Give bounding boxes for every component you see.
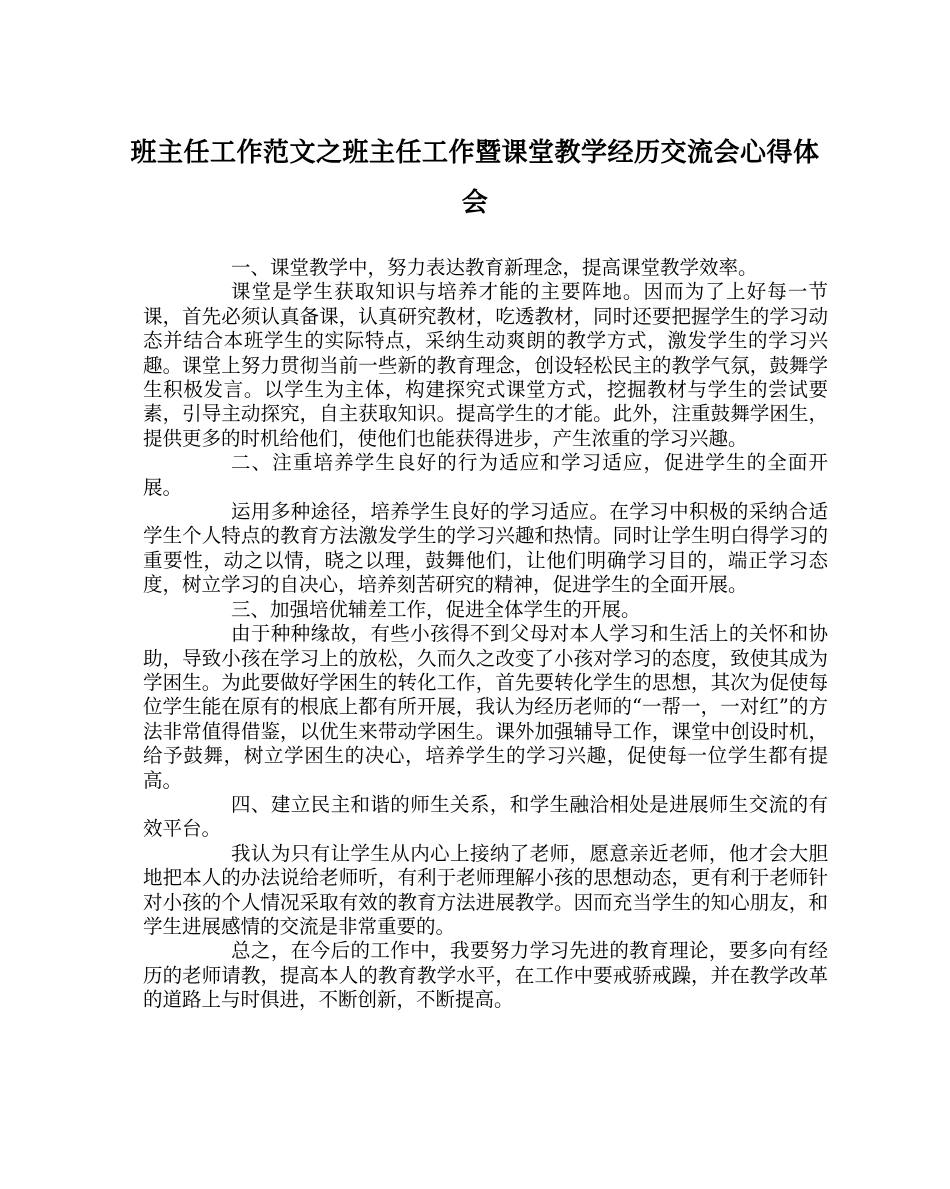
- paragraph-1: 课堂是学生获取知识与培养才能的主要阵地。因而为了上好每一节课，首先必须认真备课，认真研究教材，吃透教材，同时还要把握学生的学习动态并结合本班学生的实际特点，采纳生动爽朗的教学方式，激发学生的学习兴趣。课堂上努力贯彻当前一些新的教育理念，创设轻松民主的教学气氛，鼓舞学生积极发言。以学生为主体，构建探究式课堂方式，挖掘教材与学生的尝试要素，引导主动探究，自主获取知识。提高学生的才能。此外，注重鼓舞学困生，提供更多的时机给他们，使他们也能获得进步，产生浓重的学习兴趣。: [143, 280, 828, 450]
- section-heading-2: 二、注重培养学生良好的行为适应和学习适应，促进学生的全面开展。: [143, 451, 828, 499]
- section-heading-4: 四、建立民主和谐的师生关系，和学生融洽相处是进展师生交流的有效平台。: [143, 792, 828, 841]
- paragraph-2: 运用多种途径，培养学生良好的学习适应。在学习中积极的采纳合适学生个人特点的教育方法激发学生的学习兴趣和热情。同时让学生明白得学习的重要性，动之以情，晓之以理，鼓舞他们，让他们明确学习目的，端正学习态度，树立学习的自决心，培养刻苦研究的精神，促进学生的全面开展。: [143, 500, 828, 597]
- paragraph-4: 我认为只有让学生从内心上接纳了老师，愿意亲近老师，他才会大胆地把本人的办法说给老师听，有利于老师理解小孩的思想动态，更有利于老师针对小孩的个人情况采取有效的教育方法进展教学。因而充当学生的知心朋友，和学生进展感情的交流是非常重要的。: [143, 841, 828, 938]
- section-heading-3: 三、加强培优辅差工作，促进全体学生的开展。: [231, 597, 641, 621]
- document-title: 班主任工作范文之班主任工作暨课堂教学经历交流会心得体会: [130, 138, 820, 218]
- document-body: [143, 256, 828, 1013]
- paragraph-3: 由于种种缘故，有些小孩得不到父母对本人学习和生活上的关怀和协助，导致小孩在学习上的放松，久而久之改变了小孩对学习的态度，致使其成为学困生。为此要做好学困生的转化工作，首先要转化学生的思想，其次为促使每位学生能在原有的根底上都有所开展，我认为经历老师的“一帮一，一对红”的方法非常值得借鉴，以优生来带动学困生。课外加强辅导工作，课堂中创设时机，给予鼓舞，树立学困生的决心，培养学生的学习兴趣，促使每一位学生都有提高。: [143, 622, 828, 792]
- conclusion-paragraph: 总之，在今后的工作中，我要努力学习先进的教育理论，要多向有经历的老师请教，提高本人的教育教学水平，在工作中要戒骄戒躁，并在教学改革的道路上与时俱进，不断创新，不断提高。: [143, 939, 828, 1012]
- section-heading-1: 一、课堂教学中，努力表达教育新理念，提高课堂教学效率。: [231, 256, 758, 279]
